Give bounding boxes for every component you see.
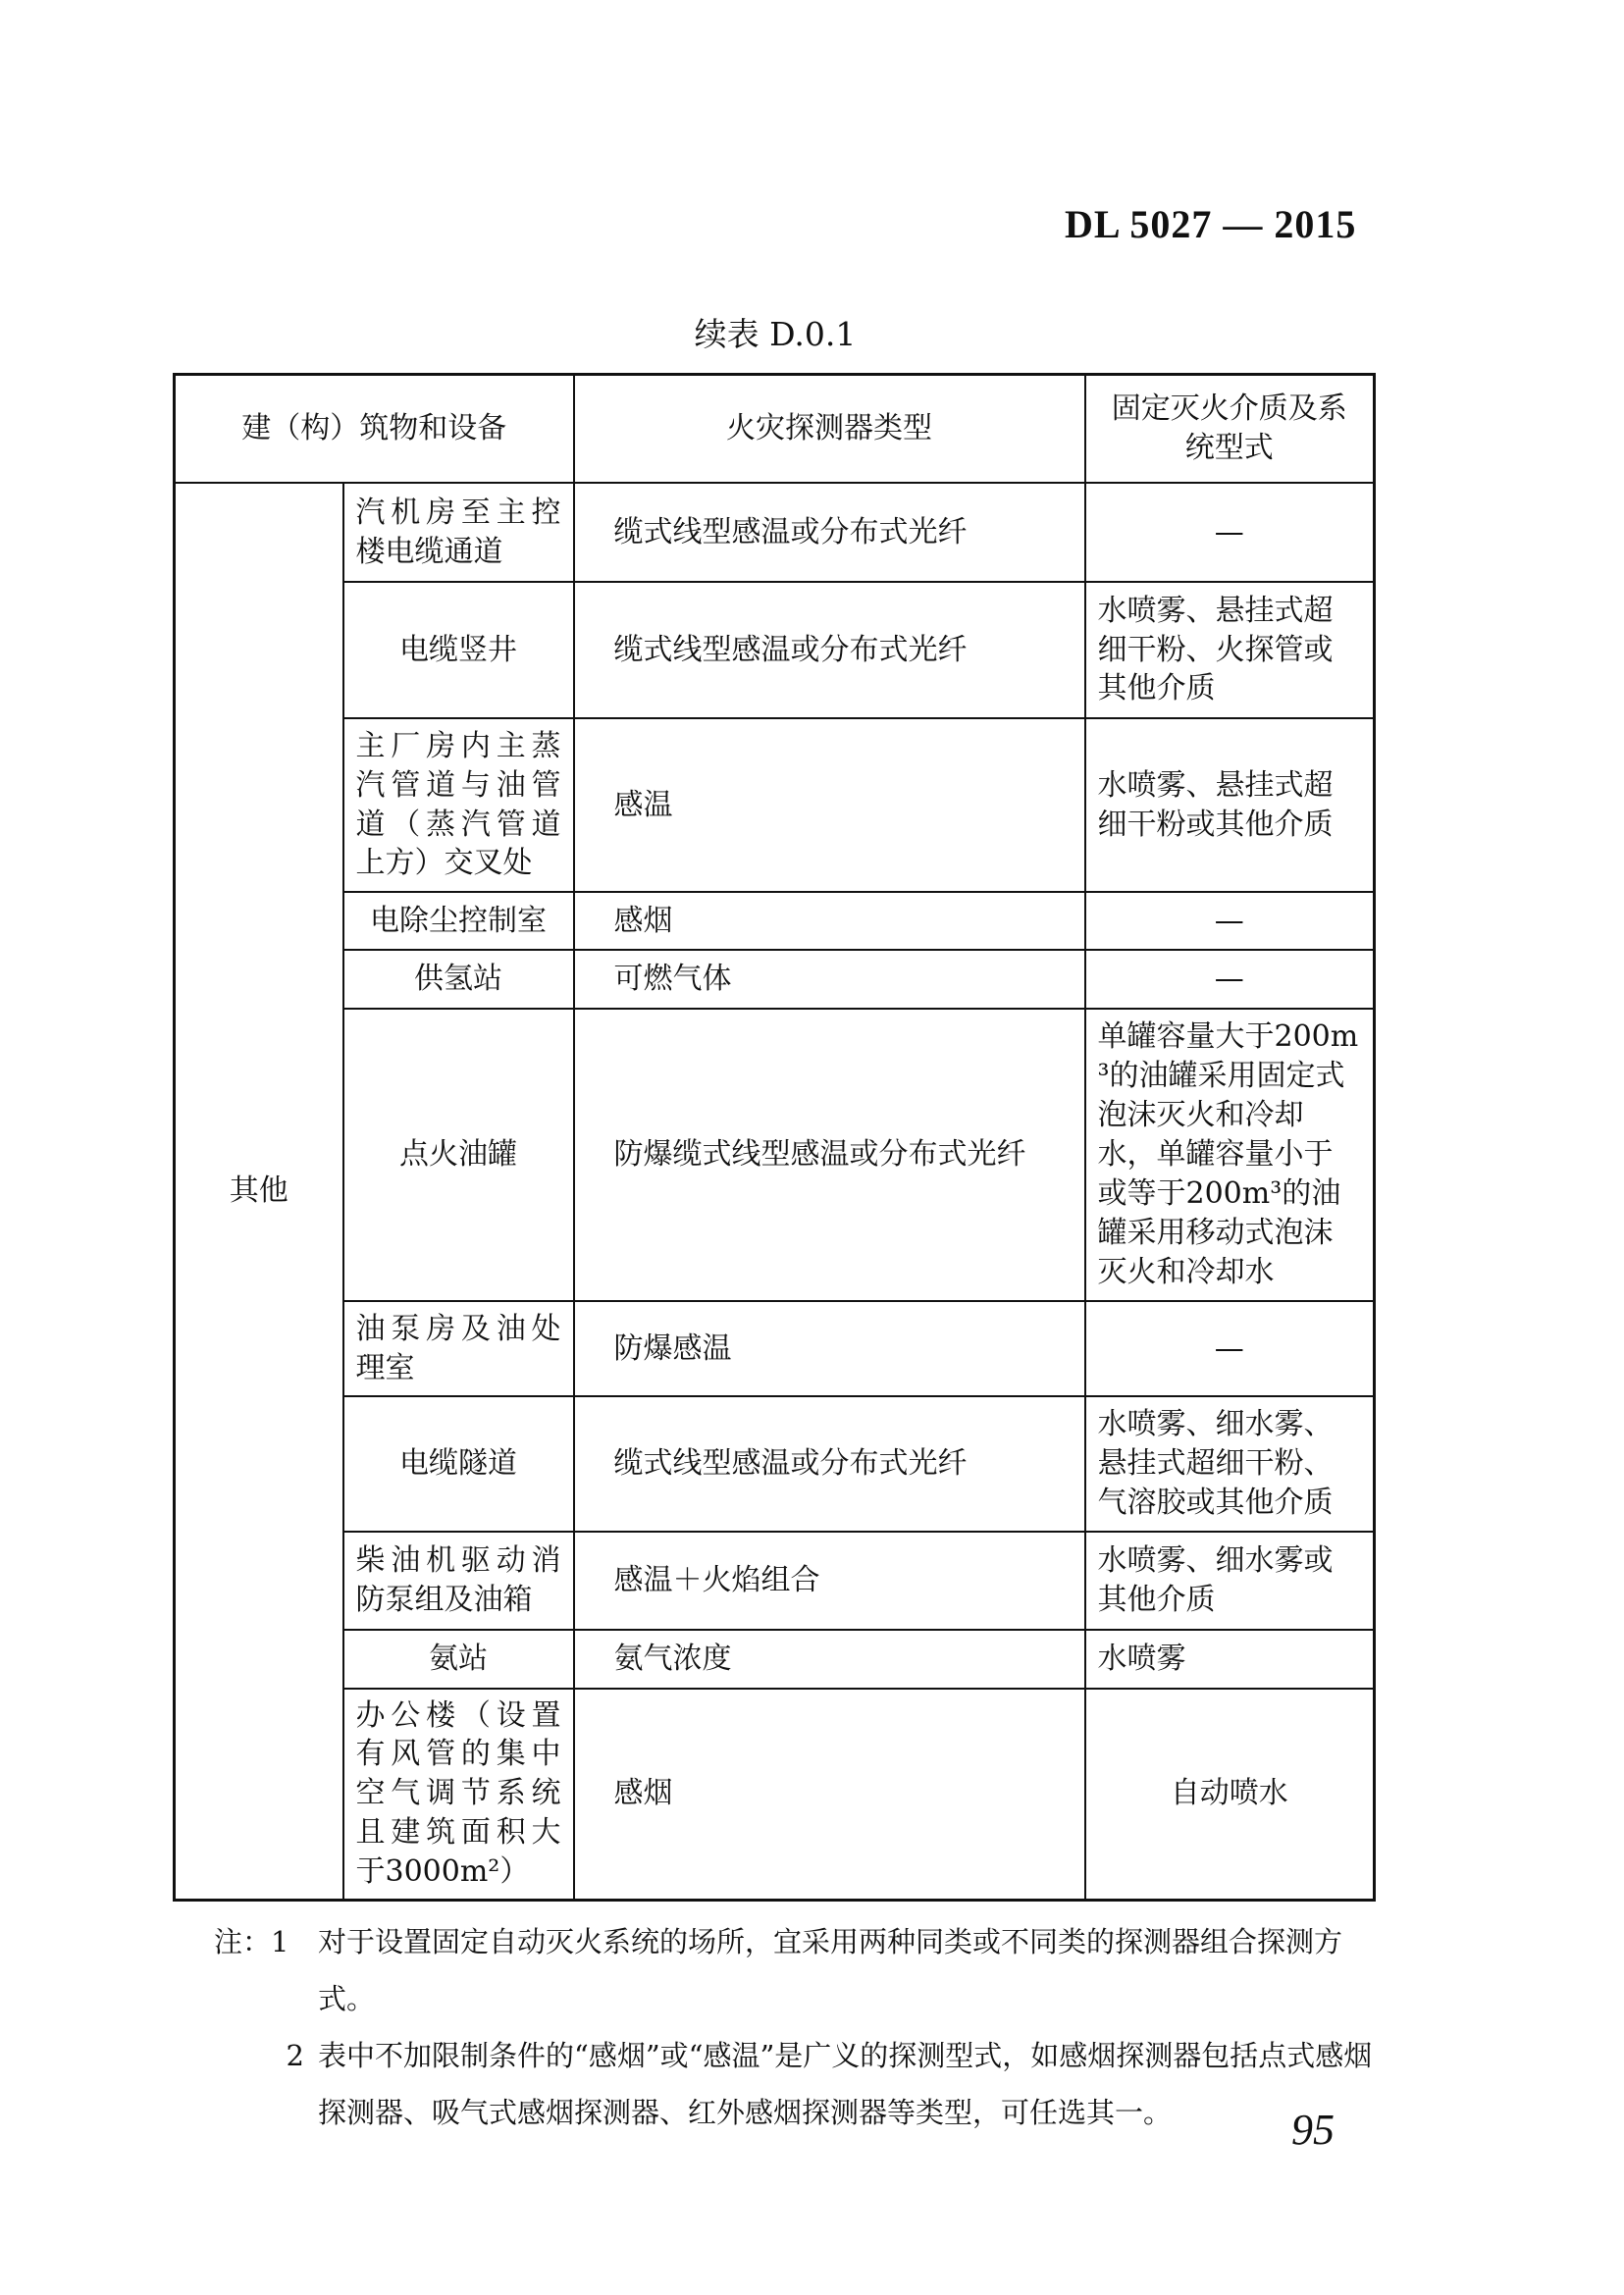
medium-cell: 水喷雾、悬挂式超细干粉或其他介质 — [1085, 718, 1375, 892]
detector-cell: 缆式线型感温或分布式光纤 — [574, 483, 1085, 582]
detector-cell: 感烟 — [574, 892, 1085, 950]
building-cell: 氨站 — [343, 1630, 574, 1689]
col-header-medium: 固定灭火介质及系统型式 — [1085, 375, 1375, 484]
table-row — [175, 892, 1375, 950]
category-cell: 其他 — [175, 483, 343, 1900]
detector-table — [173, 373, 1376, 1902]
detector-cell: 感温＋火焰组合 — [574, 1532, 1085, 1630]
building-cell: 供氢站 — [343, 950, 574, 1009]
medium-cell: — — [1085, 483, 1375, 582]
medium-cell: 水喷雾、悬挂式超细干粉、火探管或其他介质 — [1085, 582, 1375, 718]
detector-cell: 缆式线型感温或分布式光纤 — [574, 1396, 1085, 1532]
table-row — [175, 718, 1375, 892]
detector-cell: 可燃气体 — [574, 950, 1085, 1009]
table-row — [175, 1301, 1375, 1396]
note-item — [214, 1913, 1377, 2027]
building-cell: 电缆竖井 — [343, 582, 574, 718]
building-cell: 汽机房至主控楼电缆通道 — [343, 483, 574, 582]
medium-cell: 单罐容量大于200m³的油罐采用固定式泡沫灭火和冷却水，单罐容量小于或等于200m³的油罐采用移动式泡沫灭火和冷却水 — [1085, 1009, 1375, 1301]
table-row — [175, 1009, 1375, 1301]
medium-cell: 水喷雾、细水雾、悬挂式超细干粉、气溶胶或其他介质 — [1085, 1396, 1375, 1532]
table-row — [175, 582, 1375, 718]
medium-cell: — — [1085, 892, 1375, 950]
building-cell: 主厂房内主蒸汽管道与油管道（蒸汽管道上方）交叉处 — [343, 718, 574, 892]
building-cell: 办公楼（设置有风管的集中空气调节系统且建筑面积大于3000m²） — [343, 1689, 574, 1900]
medium-cell: 水喷雾、细水雾或其他介质 — [1085, 1532, 1375, 1630]
building-cell: 油泵房及油处理室 — [343, 1301, 574, 1396]
medium-cell: 水喷雾 — [1085, 1630, 1375, 1689]
medium-cell: — — [1085, 950, 1375, 1009]
col-header-detector: 火灾探测器类型 — [574, 375, 1085, 484]
note-number: 2 — [286, 2039, 304, 2072]
note-label: 注：1 — [214, 1925, 289, 1958]
building-cell: 电缆隧道 — [343, 1396, 574, 1532]
page-number: 95 — [1291, 2106, 1335, 2154]
detector-cell: 防爆缆式线型感温或分布式光纤 — [574, 1009, 1085, 1301]
building-cell: 点火油罐 — [343, 1009, 574, 1301]
table-row — [175, 1689, 1375, 1900]
medium-cell: — — [1085, 1301, 1375, 1396]
table-header-row — [175, 375, 1375, 484]
building-cell: 电除尘控制室 — [343, 892, 574, 950]
detector-cell: 感温 — [574, 718, 1085, 892]
table-notes — [214, 1913, 1377, 2141]
note-item — [214, 2027, 1377, 2141]
table-row — [175, 1532, 1375, 1630]
table-row — [175, 1396, 1375, 1532]
table-row — [175, 950, 1375, 1009]
detector-cell: 感烟 — [574, 1689, 1085, 1900]
table-row — [175, 483, 1375, 582]
detector-cell: 防爆感温 — [574, 1301, 1085, 1396]
detector-cell: 缆式线型感温或分布式光纤 — [574, 582, 1085, 718]
note-text: 对于设置固定自动灭火系统的场所，宜采用两种同类或不同类的探测器组合探测方式。 — [318, 1925, 1343, 2015]
medium-cell: 自动喷水 — [1085, 1689, 1375, 1900]
table-title: 续表 D.0.1 — [694, 315, 857, 353]
standard-code: DL 5027 — 2015 — [1065, 202, 1357, 246]
col-header-building: 建（构）筑物和设备 — [175, 375, 574, 484]
table-row — [175, 1630, 1375, 1689]
detector-cell: 氨气浓度 — [574, 1630, 1085, 1689]
note-text: 表中不加限制条件的“感烟”或“感温”是广义的探测型式，如感烟探测器包括点式感烟探测器、吸气式感烟探测器、红外感烟探测器等类型，可任选其一。 — [318, 2039, 1373, 2129]
building-cell: 柴油机驱动消防泵组及油箱 — [343, 1532, 574, 1630]
